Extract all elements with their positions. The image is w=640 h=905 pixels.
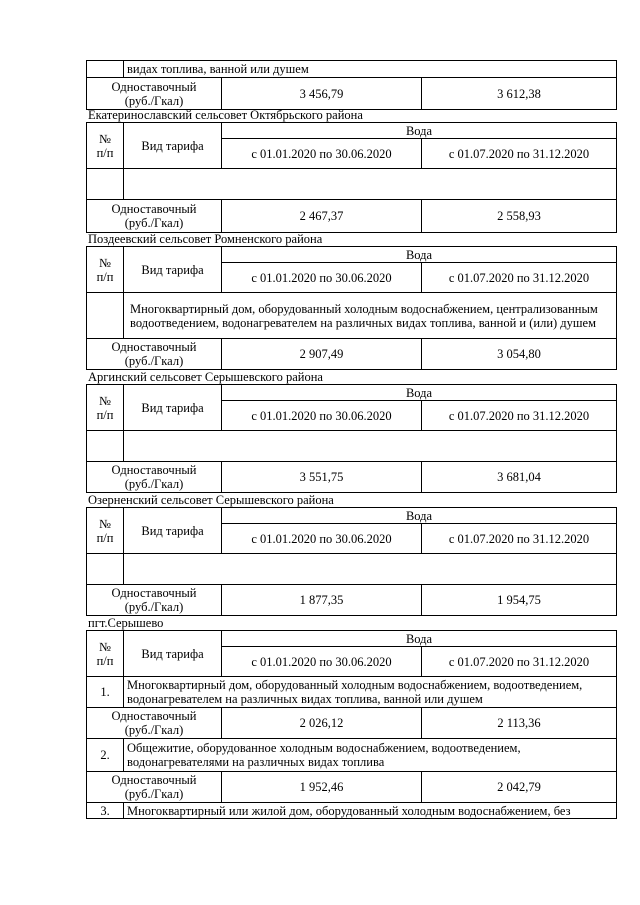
empty-num-cell [87, 293, 124, 339]
value-period2: 3 612,38 [422, 78, 617, 110]
water-header: Вода [222, 385, 617, 401]
description-cell: видах топлива, ванной или душем [124, 61, 617, 78]
tariff-kind-header: Вид тарифа [124, 247, 222, 293]
value-period2: 2 558,93 [422, 200, 617, 233]
water-header: Вода [222, 247, 617, 263]
single-rate-label: Одноставочный (руб./Гкал) [87, 708, 222, 739]
water-header: Вода [222, 123, 617, 139]
tariff-table [86, 246, 617, 370]
single-rate-label: Одноставочный (руб./Гкал) [87, 585, 222, 616]
tariff-table [86, 384, 617, 493]
no-header: № п/п [87, 123, 124, 169]
water-header: Вода [222, 631, 617, 647]
water-header: Вода [222, 508, 617, 524]
value-period2: 2 042,79 [422, 772, 617, 803]
single-rate-label: Одноставочный (руб./Гкал) [87, 772, 222, 803]
row-number: 3. [87, 803, 124, 819]
section-caption: Екатеринославский сельсовет Октябрьского района [88, 108, 363, 122]
value-period2: 1 954,75 [422, 585, 617, 616]
description-cell: Многоквартирный дом, оборудованный холодным водоснабжением, водоотведением, водонагревателем на различных видах топлива, ванной или душем [124, 677, 617, 708]
period1-header: с 01.01.2020 по 30.06.2020 [222, 647, 422, 677]
row-number: 1. [87, 677, 124, 708]
value-period2: 3 054,80 [422, 339, 617, 370]
tariff-table-seryshevo [86, 630, 617, 819]
tariff-kind-header: Вид тарифа [124, 385, 222, 431]
period1-header: с 01.01.2020 по 30.06.2020 [222, 139, 422, 169]
value-period1: 1 877,35 [222, 585, 422, 616]
period2-header: с 01.07.2020 по 31.12.2020 [422, 263, 617, 293]
value-period2: 3 681,04 [422, 462, 617, 493]
period2-header: с 01.07.2020 по 31.12.2020 [422, 524, 617, 554]
no-header: № п/п [87, 247, 124, 293]
tariff-table [86, 507, 617, 616]
no-header: № п/п [87, 385, 124, 431]
period2-header: с 01.07.2020 по 31.12.2020 [422, 139, 617, 169]
tariff-kind-header: Вид тарифа [124, 508, 222, 554]
tariff-kind-header: Вид тарифа [124, 631, 222, 677]
description-cell [124, 554, 617, 585]
empty-num-cell [87, 554, 124, 585]
section-caption: Озерненский сельсовет Серышевского района [88, 493, 334, 507]
value-period1: 1 952,46 [222, 772, 422, 803]
tariff-kind-header: Вид тарифа [124, 123, 222, 169]
period1-header: с 01.01.2020 по 30.06.2020 [222, 263, 422, 293]
period1-header: с 01.01.2020 по 30.06.2020 [222, 524, 422, 554]
tariff-table-fragment [86, 60, 617, 110]
value-period1: 3 456,79 [222, 78, 422, 110]
section-caption: Поздеевский сельсовет Ромненского района [88, 232, 323, 246]
value-period1: 2 907,49 [222, 339, 422, 370]
row-number: 2. [87, 739, 124, 772]
empty-num-cell [87, 169, 124, 200]
period2-header: с 01.07.2020 по 31.12.2020 [422, 647, 617, 677]
single-rate-label: Одноставочный (руб./Гкал) [87, 200, 222, 233]
no-header: № п/п [87, 631, 124, 677]
value-period1: 3 551,75 [222, 462, 422, 493]
single-rate-label: Одноставочный (руб./Гкал) [87, 462, 222, 493]
single-rate-label: Одноставочный (руб./Гкал) [87, 339, 222, 370]
description-cell [124, 169, 617, 200]
value-period1: 2 026,12 [222, 708, 422, 739]
no-header: № п/п [87, 508, 124, 554]
single-rate-label: Одноставочный (руб./Гкал) [87, 78, 222, 110]
description-cell: Общежитие, оборудованное холодным водоснабжением, водоотведением, водонагревателями на различных видах топлива [124, 739, 617, 772]
value-period1: 2 467,37 [222, 200, 422, 233]
period2-header: с 01.07.2020 по 31.12.2020 [422, 401, 617, 431]
description-cell [124, 431, 617, 462]
period1-header: с 01.01.2020 по 30.06.2020 [222, 401, 422, 431]
description-cell: Многоквартирный дом, оборудованный холодным водоснабжением, централизованным водоотведением, водонагревателем на различных видах топлива, ванной и (или) душем [124, 293, 617, 339]
empty-num-cell [87, 61, 124, 78]
section-caption: пгт.Серышево [88, 616, 164, 630]
empty-num-cell [87, 431, 124, 462]
value-period2: 2 113,36 [422, 708, 617, 739]
section-caption: Аргинский сельсовет Серышевского района [88, 370, 323, 384]
tariff-table [86, 122, 617, 233]
description-cell: Многоквартирный или жилой дом, оборудованный холодным водоснабжением, без [124, 803, 617, 819]
